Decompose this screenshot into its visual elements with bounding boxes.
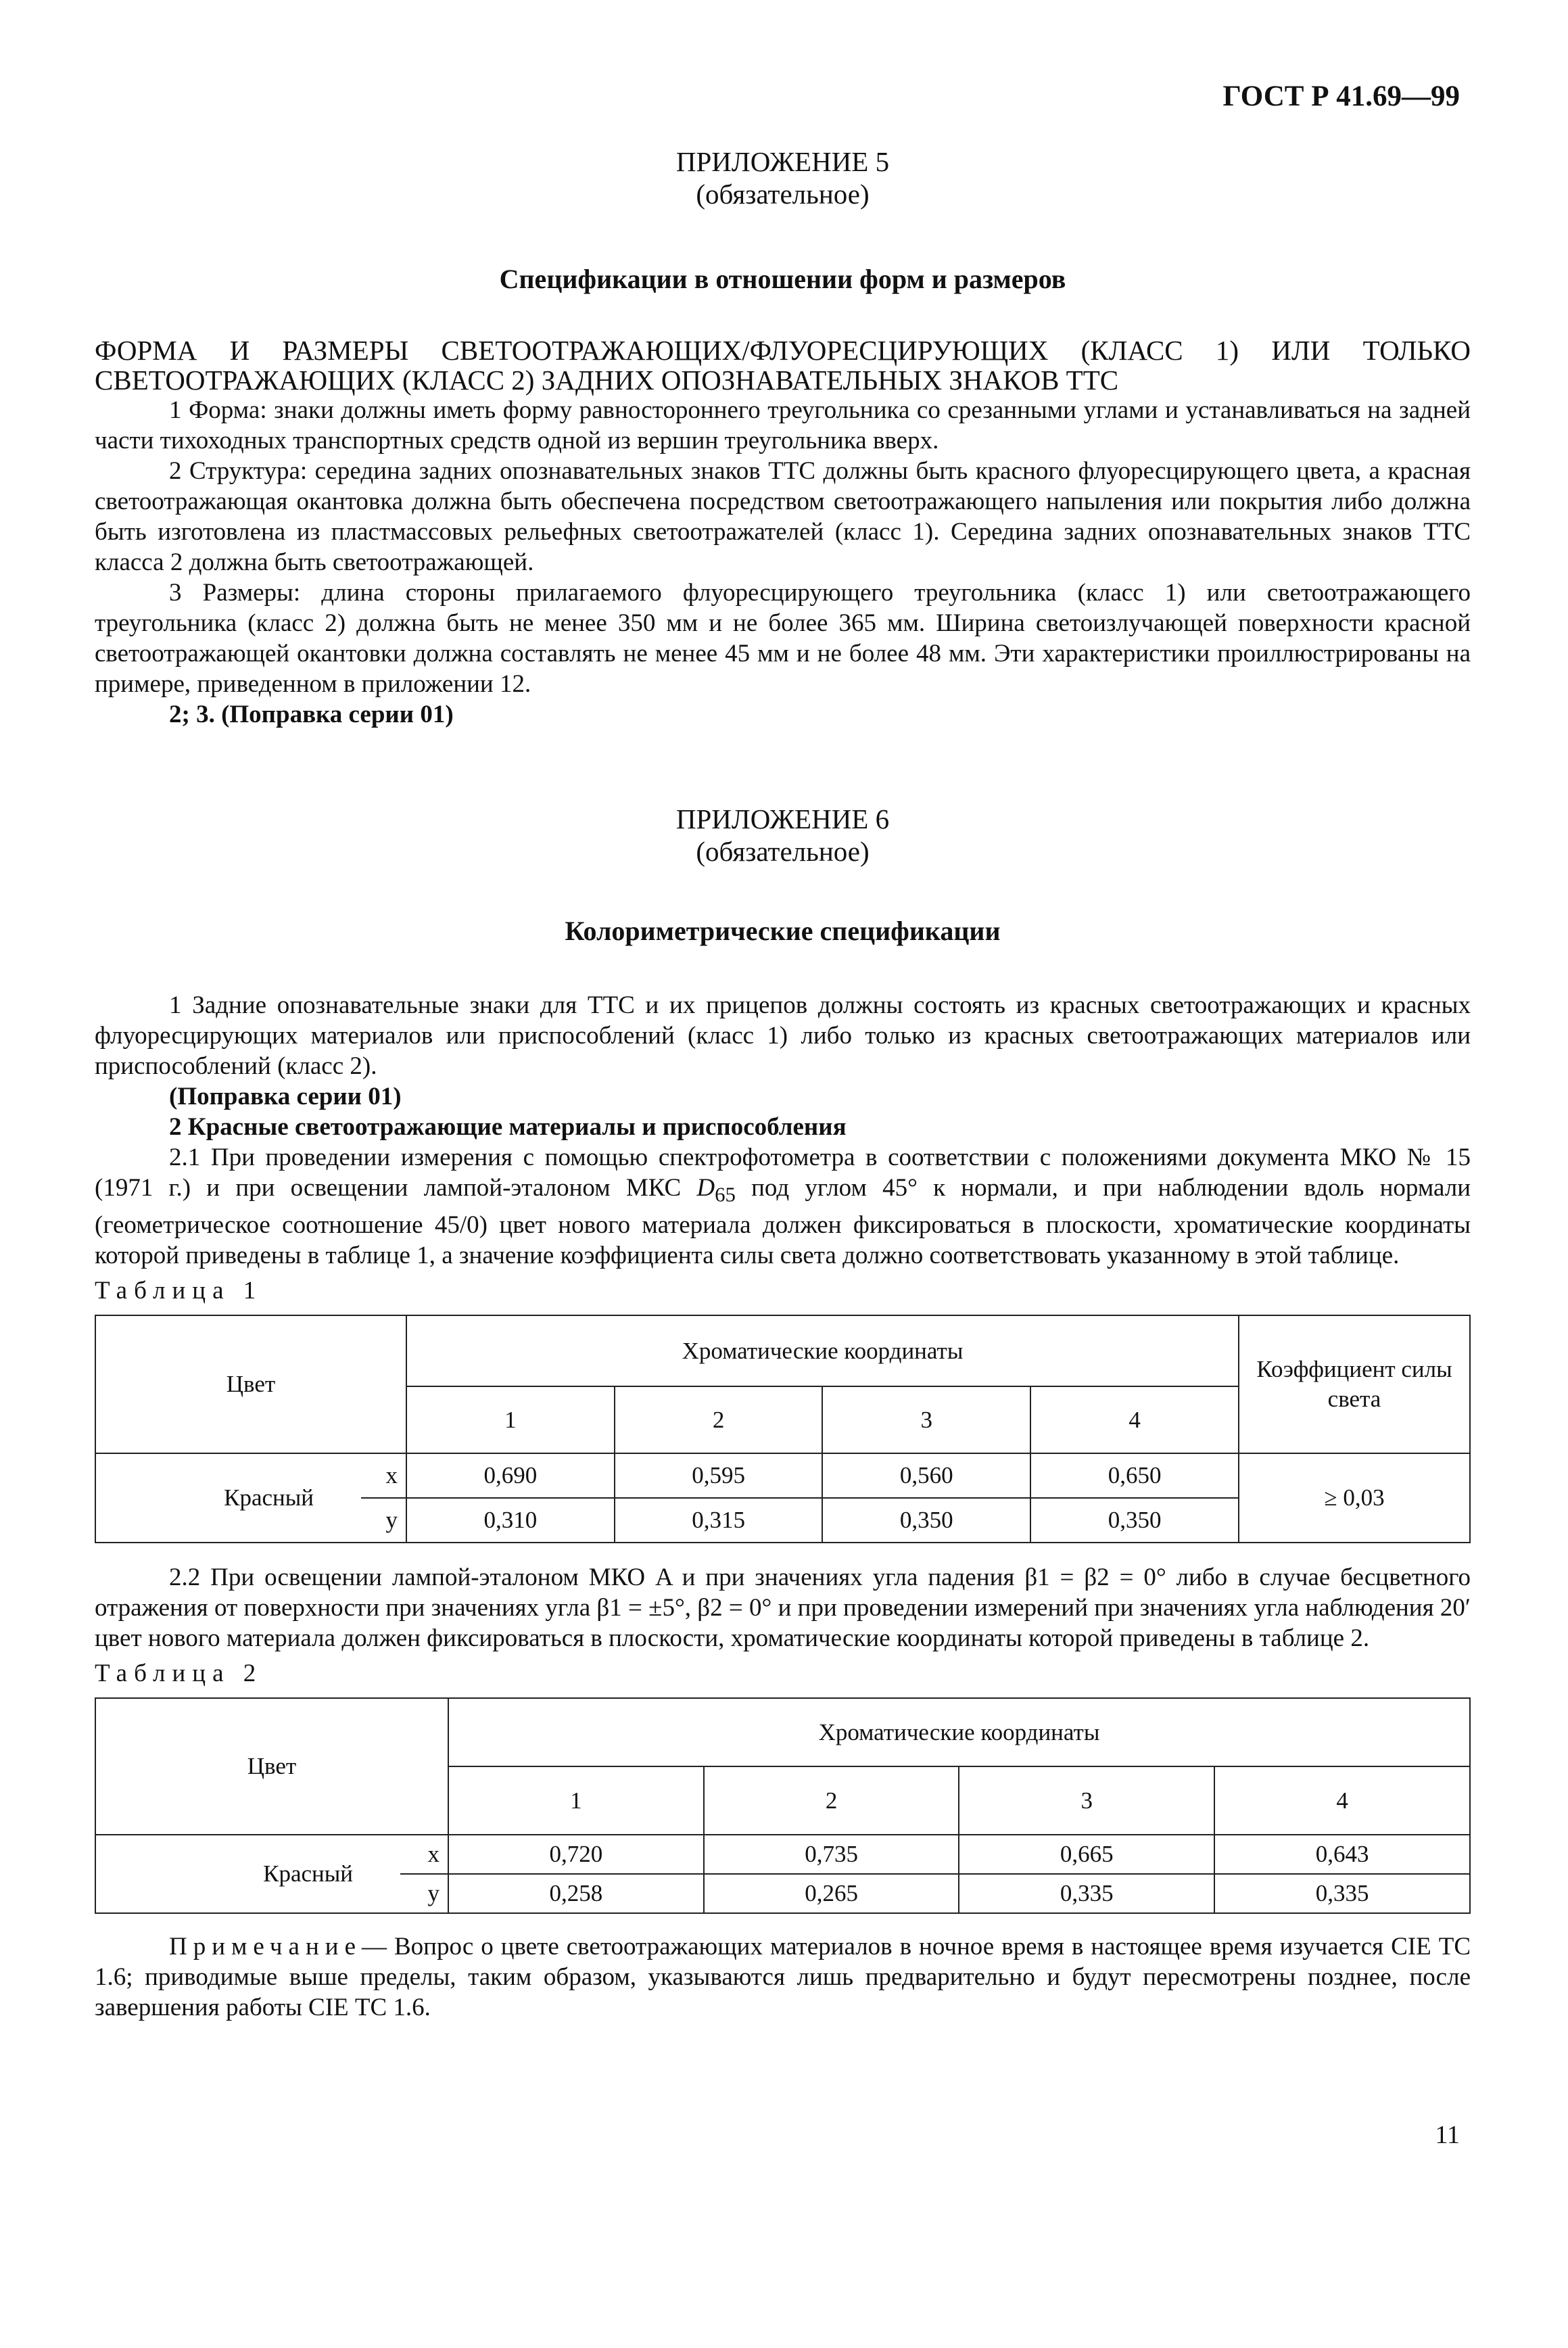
illuminant-d: D xyxy=(696,1174,715,1202)
table1-y-4: 0,350 xyxy=(1030,1498,1239,1543)
table2-point-3: 3 xyxy=(959,1766,1214,1835)
table1-x-1: 0,690 xyxy=(406,1453,615,1498)
table2-header-color: Цвет xyxy=(95,1698,448,1835)
table1-point-3: 3 xyxy=(822,1386,1030,1453)
annex6-subtitle: (обязательное) xyxy=(696,836,870,867)
table2-caption: Таблица 2 xyxy=(95,1660,263,1688)
table1-y-3: 0,350 xyxy=(822,1498,1030,1543)
table-1 xyxy=(95,1315,1471,1543)
table2-point-4: 4 xyxy=(1214,1766,1470,1835)
table1-x-3: 0,560 xyxy=(822,1453,1030,1498)
table2-row-name: Красный xyxy=(95,1835,400,1913)
table2-x-3: 0,665 xyxy=(959,1835,1214,1874)
annex5-caps-heading: ФОРМА И РАЗМЕРЫ СВЕТООТРАЖАЮЩИХ/ФЛУОРЕСЦИРУЮЩИХ (КЛАСС 1) ИЛИ ТОЛЬКО СВЕТООТРАЖАЮЩИХ (КЛАСС 2) ЗАДНИХ ОПОЗНАВАТЕЛЬНЫХ ЗНАКОВ ТТС xyxy=(95,335,1471,396)
annex5-paragraph-1: 1 Форма: знаки должны иметь форму равностороннего треугольника со срезанными углами и устанавливаться на задней части тихоходных транспортных средств одной из вершин треугольника вверх. xyxy=(95,396,1471,454)
table1-x-label: x xyxy=(361,1453,406,1498)
table2-note xyxy=(95,1931,1471,2023)
table2-y-4: 0,335 xyxy=(1214,1874,1470,1913)
table1-y-2: 0,315 xyxy=(615,1498,823,1543)
table1-x-2: 0,595 xyxy=(615,1453,823,1498)
annex5-paragraph-3: 3 Размеры: длина стороны прилагаемого флуоресцирующего треугольника (класс 1) или светоотражающего треугольника (класс 2) должна быть не менее 350 мм и не более 365 мм. Ширина светоизлучающей поверхности красной светоотражающей окантовки должна составлять не менее 45 мм и не более 48 мм. Эти характеристики проиллюстрированы на примере, приведенном в приложении 12. xyxy=(95,579,1471,698)
annex6-title: ПРИЛОЖЕНИЕ 6 xyxy=(675,803,890,835)
table2-x-4: 0,643 xyxy=(1214,1835,1470,1874)
table2-point-1: 1 xyxy=(448,1766,704,1835)
annex5-amendment: 2; 3. (Поправка серии 01) xyxy=(169,701,454,728)
annex5-heading: Спецификации в отношении форм и размеров xyxy=(499,264,1066,294)
table1-row-name: Красный xyxy=(95,1453,361,1543)
table2-y-3: 0,335 xyxy=(959,1874,1214,1913)
document-body xyxy=(95,145,1471,2023)
note-label: Примечание xyxy=(169,1933,362,1961)
paragraph-2-2: 2.2 При освещении лампой-эталоном МКО A и при значениях угла падения β1 = β2 = 0° либо в случае бесцветного отражения от поверхности при значениях угла β1 = ±5°, β2 = 0° и при проведении измерений при значениях угла наблюдения 20′ цвет нового материала должен фиксироваться в плоскости, хроматические координаты которой приведены в таблице 2. xyxy=(95,1564,1471,1653)
standard-number: ГОСТ Р 41.69—99 xyxy=(1222,80,1460,112)
table2-y-1: 0,258 xyxy=(448,1874,704,1913)
annex5-subtitle: (обязательное) xyxy=(696,179,870,210)
note-text: — Вопрос о цвете светоотражающих материалов в ночное время в настоящее время изучается CIE ТС 1.6; приводимые выше пределы, таким образом, указываются лишь предварительно и будут пересмотрены позднее, после завершения работы CIE ТС 1.6. xyxy=(95,1933,1471,2022)
table2-y-2: 0,265 xyxy=(704,1874,959,1913)
annex6-heading: Колориметрические спецификации xyxy=(565,916,1001,946)
table1-y-label: y xyxy=(361,1498,406,1543)
annex5-title: ПРИЛОЖЕНИЕ 5 xyxy=(675,146,890,177)
annex6-paragraph-1: 1 Задние опознавательные знаки для ТТС и их прицепов должны состоять из красных светоотражающих и красных флуоресцирующих материалов или приспособлений (класс 1) либо только из красных светоотражающих материалов или приспособлений (класс 2). xyxy=(95,991,1471,1080)
annex6-amendment: (Поправка серии 01) xyxy=(169,1083,402,1110)
table2-x-2: 0,735 xyxy=(704,1835,959,1874)
table1-point-4: 4 xyxy=(1030,1386,1239,1453)
table1-point-1: 1 xyxy=(406,1386,615,1453)
annex5-paragraph-2: 2 Структура: середина задних опознавательных знаков ТТС должны быть красного флуоресцирующего цвета, а красная светоотражающая окантовка должна быть обеспечена посредством светоотражающего напыления или покрытия либо должна быть изготовлена из пластмассовых рельефных светоотражателей (класс 1). Середина задних опознавательных знаков ТТС класса 2 должна быть светоотражающей. xyxy=(95,457,1471,576)
table2-x-1: 0,720 xyxy=(448,1835,704,1874)
illuminant-d-subscript: 65 xyxy=(715,1183,736,1206)
table1-x-4: 0,650 xyxy=(1030,1453,1239,1498)
table2-x-label: x xyxy=(400,1835,448,1874)
table1-y-1: 0,310 xyxy=(406,1498,615,1543)
table-2 xyxy=(95,1697,1471,1914)
table1-caption: Таблица 1 xyxy=(95,1277,263,1305)
table2-y-label: y xyxy=(400,1874,448,1913)
table1-coef-value: ≥ 0,03 xyxy=(1239,1453,1470,1543)
section-2-heading: 2 Красные светоотражающие материалы и приспособления xyxy=(169,1113,847,1141)
table2-header-chroma: Хроматические координаты xyxy=(448,1698,1470,1766)
table1-header-chroma: Хроматические координаты xyxy=(406,1315,1239,1386)
table1-header-coef: Коэффициент силы света xyxy=(1239,1315,1470,1453)
table1-point-2: 2 xyxy=(615,1386,823,1453)
table1-header-color: Цвет xyxy=(95,1315,406,1453)
table2-point-2: 2 xyxy=(704,1766,959,1835)
paragraph-2-1: 2.1 При проведении измерения с помощью спектрофотометра в соответствии с положениями документа МКО № 15 (1971 г.) и при освещении лампой-эталоном МКС $D_{65}$ под углом 45° к нормали, и при наблюдении вдоль нормали (геометрическое соотношение 45/0) цвет нового материала должен фиксироваться в плоскости, хроматические координаты которой приведены в таблице 1, а значение коэффициента силы света должно соответствовать указанному в этой таблице. xyxy=(95,1144,1471,1270)
page-number: 11 xyxy=(1435,2121,1460,2149)
